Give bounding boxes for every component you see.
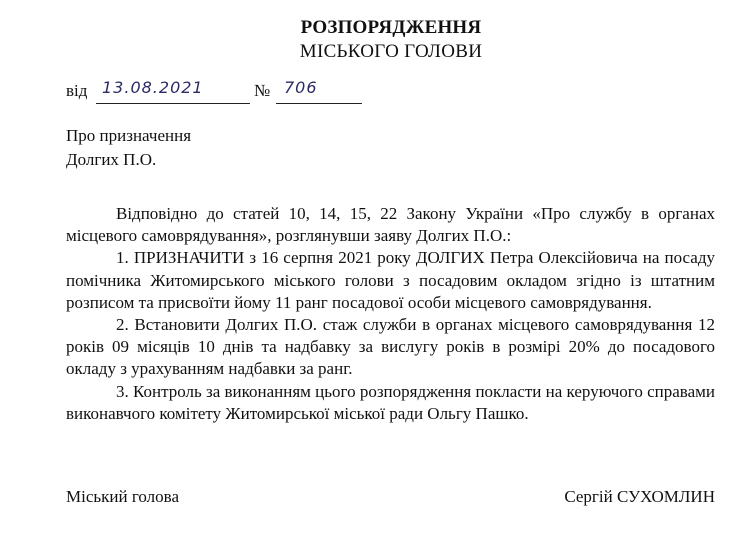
signature-position: Міський голова [66,487,179,506]
subject-line-2: Долгих П.О. [66,150,157,169]
body-item-2: 2. Встановити Долгих П.О. стаж служби в органах місцевого самоврядування 12 років 09 місяців 10 днів та надбавку за вислугу років в розмірі 20% до посадового окладу з урахуванням надбавки за ранг. [66,315,715,379]
body-intro: Відповідно до статей 10, 14, 15, 22 Закону України «Про службу в органах місцевого самоврядування», розглянувши заяву Долгих П.О.: [66,204,715,246]
date-label: від [66,81,88,100]
number-label: № [254,81,271,100]
body-item-1: 1. ПРИЗНАЧИТИ з 16 серпня 2021 року ДОЛГИХ Петра Олексійовича на посаду помічника Житомирського міського голови з посадовим окладом згідно із штатним розписом та присвоїти йому 11 ранг посадової особи місцевого самоврядування. [66,248,715,312]
subject-line-1: Про призначення [66,126,192,145]
document-header [0,16,750,64]
number-value: 706 [276,78,362,104]
document-subtitle: МІСЬКОГО ГОЛОВИ [299,41,483,62]
date-value: 13.08.2021 [96,78,250,104]
signature-name: Сергій СУХОМЛИН [564,487,715,506]
date-number-row [66,78,366,106]
document-body [66,203,715,425]
document-subject [66,124,366,172]
document-title: РОЗПОРЯДЖЕННЯ [300,17,482,38]
body-item-3: 3. Контроль за виконанням цього розпорядження покласти на керуючого справами виконавчого комітету Житомирської міської ради Ольгу Пашко. [66,381,716,423]
